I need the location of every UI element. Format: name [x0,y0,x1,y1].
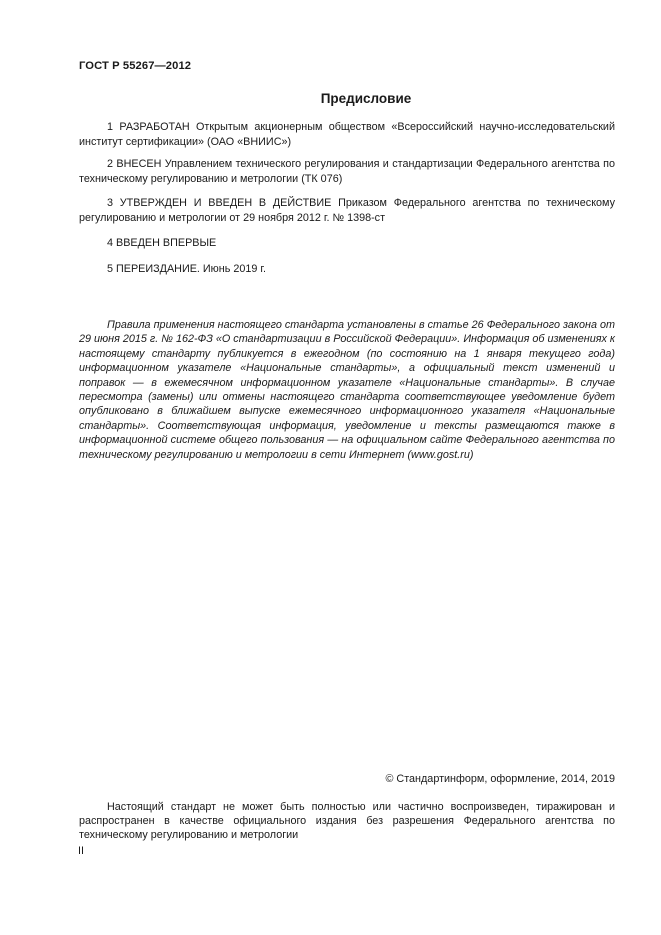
reprint-restriction-notice: Настоящий стандарт не может быть полностью или частично воспроизведен, тиражирован и распространен в качестве официального издания без разрешения Федерального агентства по техническому регулированию и метрологии [79,801,615,841]
foreword-item-2: 2 ВНЕСЕН Управлением технического регулирования и стандартизации Федерального агентства по техническому регулированию и метрологии (ТК 076) [79,158,615,185]
copyright-line: © Стандартинформ, оформление, 2014, 2019 [385,773,615,785]
foreword-item-3: 3 УТВЕРЖДЕН И ВВЕДЕН В ДЕЙСТВИЕ Приказом Федерального агентства по техническому регулированию и метрологии от 29 ноября 2012 г. № 1398-ст [79,197,615,224]
foreword-item-5: 5 ПЕРЕИЗДАНИЕ. Июнь 2019 г. [107,263,267,275]
page-title: Предисловие [320,91,412,106]
standard-code: ГОСТ Р 55267—2012 [79,60,192,72]
page-number: II [78,845,84,857]
foreword-item-4: 4 ВВЕДЕН ВПЕРВЫЕ [107,237,217,249]
application-rules-notice: Правила применения настоящего стандарта установлены в статье 26 Федерального закона от 29 июня 2015 г. № 162-ФЗ «О стандартизации в Российской Федерации». Информация об изменениях к настоящему стандарту публикуется в ежегодном (по состоянию на 1 января текущего года) информационном указателе «Национальные стандарты», а официальный текст изменений и поправок — в ежемесячном информационном указателе «Национальные стандарты». В случае пересмотра (замены) или отмены настоящего стандарта соответствующее уведомление будет опубликовано в ближайшем выпуске ежемесячного информационного указателя «Национальные стандарты». Соответствующая информация, уведомление и тексты размещаются также в информационной системе общего пользования — на официальном сайте Федерального агентства по техническому регулированию и метрологии в сети Интернет (www.gost.ru) [79,319,615,461]
foreword-item-1: 1 РАЗРАБОТАН Открытым акционерным обществом «Всероссийский научно-исследовательский институт сертификации» (ОАО «ВНИИС») [79,121,615,148]
